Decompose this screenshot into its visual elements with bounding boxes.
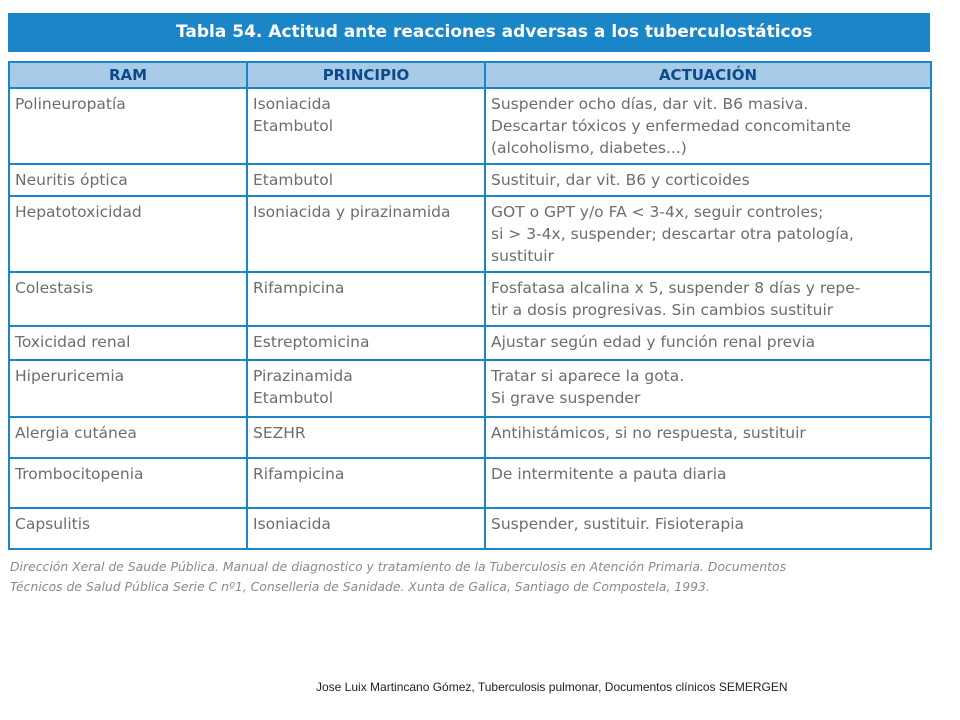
table-row [9, 88, 931, 164]
principio-line: Etambutol [253, 171, 333, 189]
credit-footer: Jose Luix Martincano Gómez, Tuberculosis pulmonar, Documentos clínicos SEMERGEN [316, 680, 788, 694]
ram-cell: Hepatotoxicidad [9, 196, 247, 272]
principio-cell [247, 196, 485, 272]
header-ram: RAM [9, 62, 247, 88]
actuacion-cell [485, 417, 931, 458]
header-row [9, 62, 931, 88]
actuacion-cell [485, 196, 931, 272]
ram-cell: Toxicidad renal [9, 326, 247, 360]
actuacion-line: Tratar si aparece la gota. [491, 367, 685, 385]
header-actuacion: ACTUACIÓN [485, 62, 931, 88]
actuacion-cell [485, 360, 931, 417]
actuacion-cell [485, 458, 931, 508]
actuacion-line: Si grave suspender [491, 389, 641, 407]
ram-cell: Neuritis óptica [9, 164, 247, 196]
ram-cell: Capsulitis [9, 508, 247, 549]
table-row [9, 508, 931, 549]
principio-cell [247, 272, 485, 326]
ram-cell: Alergia cutánea [9, 417, 247, 458]
table-title: Tabla 54. Actitud ante reacciones adversas a los tuberculostáticos [8, 13, 930, 52]
principio-line: Isoniacida y pirazinamida [253, 203, 451, 221]
principio-line: Rifampicina [253, 279, 345, 297]
actuacion-line: Antihistámicos, si no respuesta, sustituir [491, 424, 806, 442]
table-row [9, 417, 931, 458]
table-body [9, 88, 931, 549]
table-row [9, 164, 931, 196]
principio-cell [247, 508, 485, 549]
table-row [9, 458, 931, 508]
actuacion-line: Ajustar según edad y función renal previa [491, 333, 816, 351]
principio-cell [247, 458, 485, 508]
table-row [9, 272, 931, 326]
principio-cell [247, 88, 485, 164]
actuacion-line: Fosfatasa alcalina x 5, suspender 8 días y repe- [491, 279, 861, 297]
actuacion-line: GOT o GPT y/o FA < 3-4x, seguir controles; [491, 203, 824, 221]
principio-cell [247, 326, 485, 360]
table-row [9, 196, 931, 272]
principio-line: Pirazinamida [253, 367, 353, 385]
adverse-reactions-table [8, 61, 932, 550]
header-principio: PRINCIPIO [247, 62, 485, 88]
principio-line: Etambutol [253, 389, 333, 407]
actuacion-line: Sustituir, dar vit. B6 y corticoides [491, 171, 750, 189]
ram-cell: Trombocitopenia [9, 458, 247, 508]
source-line: Dirección Xeral de Saude Pública. Manual de diagnostico y tratamiento de la Tuberculosis en Atención Primaria. Documentos [10, 559, 787, 574]
table-row [9, 360, 931, 417]
actuacion-line: sustituir [491, 247, 554, 265]
principio-line: Estreptomicina [253, 333, 370, 351]
source-citation [10, 557, 935, 597]
principio-line: Isoniacida [253, 515, 331, 533]
principio-cell [247, 360, 485, 417]
principio-line: Isoniacida [253, 95, 331, 113]
principio-cell [247, 417, 485, 458]
actuacion-line: Suspender ocho días, dar vit. B6 masiva. [491, 95, 809, 113]
actuacion-line: si > 3-4x, suspender; descartar otra patología, [491, 225, 854, 243]
actuacion-line: Descartar tóxicos y enfermedad concomitante [491, 117, 851, 135]
actuacion-line: (alcoholismo, diabetes...) [491, 139, 687, 157]
actuacion-cell [485, 88, 931, 164]
actuacion-cell [485, 272, 931, 326]
principio-line: SEZHR [253, 424, 306, 442]
table-row [9, 326, 931, 360]
ram-cell: Polineuropatía [9, 88, 247, 164]
actuacion-cell [485, 508, 931, 549]
actuacion-line: De intermitente a pauta diaria [491, 465, 727, 483]
principio-cell [247, 164, 485, 196]
ram-cell: Hiperuricemia [9, 360, 247, 417]
actuacion-line: Suspender, sustituir. Fisioterapia [491, 515, 744, 533]
principio-line: Etambutol [253, 117, 333, 135]
actuacion-cell [485, 326, 931, 360]
ram-cell: Colestasis [9, 272, 247, 326]
actuacion-cell [485, 164, 931, 196]
actuacion-line: tir a dosis progresivas. Sin cambios sustituir [491, 301, 834, 319]
source-line: Técnicos de Salud Pública Serie C nº1, Conselleria de Sanidade. Xunta de Galica, Santiago de Compostela, 1993. [10, 579, 710, 594]
principio-line: Rifampicina [253, 465, 345, 483]
